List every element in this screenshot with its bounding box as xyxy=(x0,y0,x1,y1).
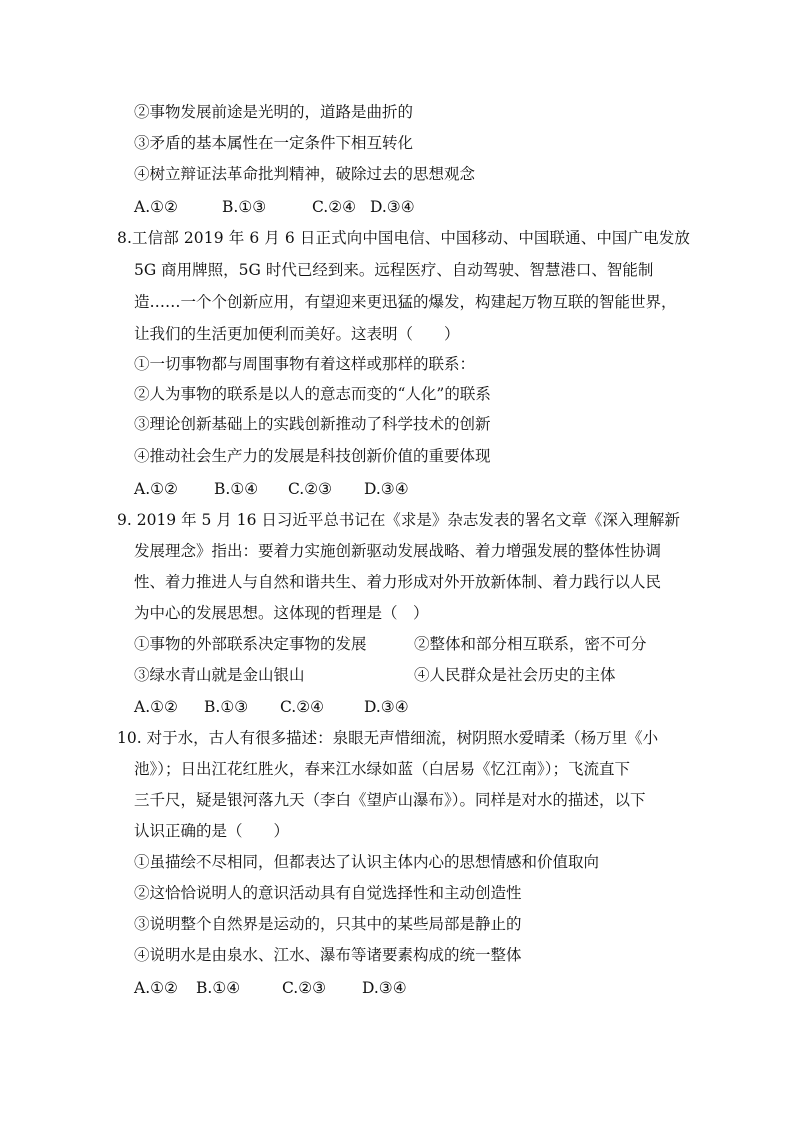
q8-statement-2: ②人为事物的联系是以人的意志而变的“人化”的联系 xyxy=(134,385,491,403)
q10-choice-b[interactable]: B.①④ xyxy=(196,979,241,997)
q10-stem-line-1: 10. 对于水，古人有很多描述：泉眼无声惜细流，树阴照水爱晴柔（杨万里《小 xyxy=(117,729,659,747)
q9-statement-2: ②整体和部分相互联系，密不可分 xyxy=(414,635,647,653)
q9-choice-d[interactable]: D.③④ xyxy=(364,698,409,716)
q10-stem-line-3: 三千尺，疑是银河落九天（李白《望庐山瀑布》）。同样是对水的描述，以下 xyxy=(134,791,646,809)
q9-choices xyxy=(134,697,434,717)
q10-stem-line-4: 认识正确的是（ ） xyxy=(134,822,290,840)
q8-stem-line-2: 5G 商用牌照，5G 时代已经到来。远程医疗、自动驾驶、智慧港口、智能制 xyxy=(134,261,654,279)
q10-statement-4: ④说明水是由泉水、江水、瀑布等诸要素构成的统一整体 xyxy=(134,946,522,964)
q8-choices xyxy=(134,479,434,499)
q8-statement-3: ③理论创新基础上的实践创新推动了科学技术的创新 xyxy=(134,415,491,433)
q8-stem-line-1: 8.工信部 2019 年 6 月 6 日正式向中国电信、中国移动、中国联通、中国广电发放 xyxy=(117,229,690,247)
q8-statement-4: ④推动社会生产力的发展是科技创新价值的重要体现 xyxy=(134,447,491,465)
q9-choice-c[interactable]: C.②④ xyxy=(280,698,325,716)
q10-stem-line-2: 池》）；日出江花红胜火，春来江水绿如蓝（白居易《忆江南》）；飞流直下 xyxy=(134,760,631,778)
q9-statement-3: ③绿水青山就是金山银山 xyxy=(134,666,305,684)
q9-stem-line-4: 为中心的发展思想。这体现的哲理是（ ） xyxy=(134,604,429,622)
q9-stem-line-1: 9. 2019 年 5 月 16 日习近平总书记在《求是》杂志发表的署名文章《深入理解新 xyxy=(117,511,680,529)
q10-choice-a[interactable]: A.①② xyxy=(134,979,178,997)
q7-choice-b[interactable]: B.①③ xyxy=(222,198,267,216)
q8-choice-c[interactable]: C.②③ xyxy=(288,480,333,498)
q9-stem-line-2: 发展理念》指出：要着力实施创新驱动发展战略、着力增强发展的整体性协调 xyxy=(134,542,662,560)
q10-choices xyxy=(134,978,434,998)
q7-statement-4: ④树立辩证法革命批判精神，破除过去的思想观念 xyxy=(134,165,476,183)
q9-statement-1: ①事物的外部联系决定事物的发展 xyxy=(134,635,367,653)
q10-choice-d[interactable]: D.③④ xyxy=(362,979,407,997)
q8-statement-1: ①一切事物都与周围事物有着这样或那样的联系： xyxy=(134,355,476,373)
q8-stem-line-4: 让我们的生活更加便利而美好。这表明（ ） xyxy=(134,325,460,343)
q7-choice-c[interactable]: C.②④ xyxy=(312,198,357,216)
q8-choice-a[interactable]: A.①② xyxy=(134,480,178,498)
q8-choice-d[interactable]: D.③④ xyxy=(364,480,409,498)
q7-statement-2: ②事物发展前途是光明的，道路是曲折的 xyxy=(134,103,414,121)
q7-choices xyxy=(134,197,434,217)
q9-choice-b[interactable]: B.①③ xyxy=(204,698,249,716)
q7-choice-a[interactable]: A.①② xyxy=(134,198,178,216)
q10-statement-1: ①虽描绘不尽相同，但都表达了认识主体内心的思想情感和价值取向 xyxy=(134,853,600,871)
q8-stem-line-3: 造……一个个创新应用，有望迎来更迅猛的爆发，构建起万物互联的智能世界， xyxy=(134,293,677,311)
q7-statement-3: ③矛盾的基本属性在一定条件下相互转化 xyxy=(134,134,414,152)
q9-stem-line-3: 性、着力推进人与自然和谐共生、着力形成对外开放新体制、着力践行以人民 xyxy=(134,573,662,591)
q8-choice-b[interactable]: B.①④ xyxy=(214,480,259,498)
q10-choice-c[interactable]: C.②③ xyxy=(282,979,327,997)
q10-statement-3: ③说明整个自然界是运动的，只其中的某些局部是静止的 xyxy=(134,915,522,933)
q9-statement-4: ④人民群众是社会历史的主体 xyxy=(414,666,616,684)
q9-choice-a[interactable]: A.①② xyxy=(134,698,178,716)
q10-statement-2: ②这恰恰说明人的意识活动具有自觉选择性和主动创造性 xyxy=(134,884,522,902)
q7-choice-d[interactable]: D.③④ xyxy=(370,198,415,216)
